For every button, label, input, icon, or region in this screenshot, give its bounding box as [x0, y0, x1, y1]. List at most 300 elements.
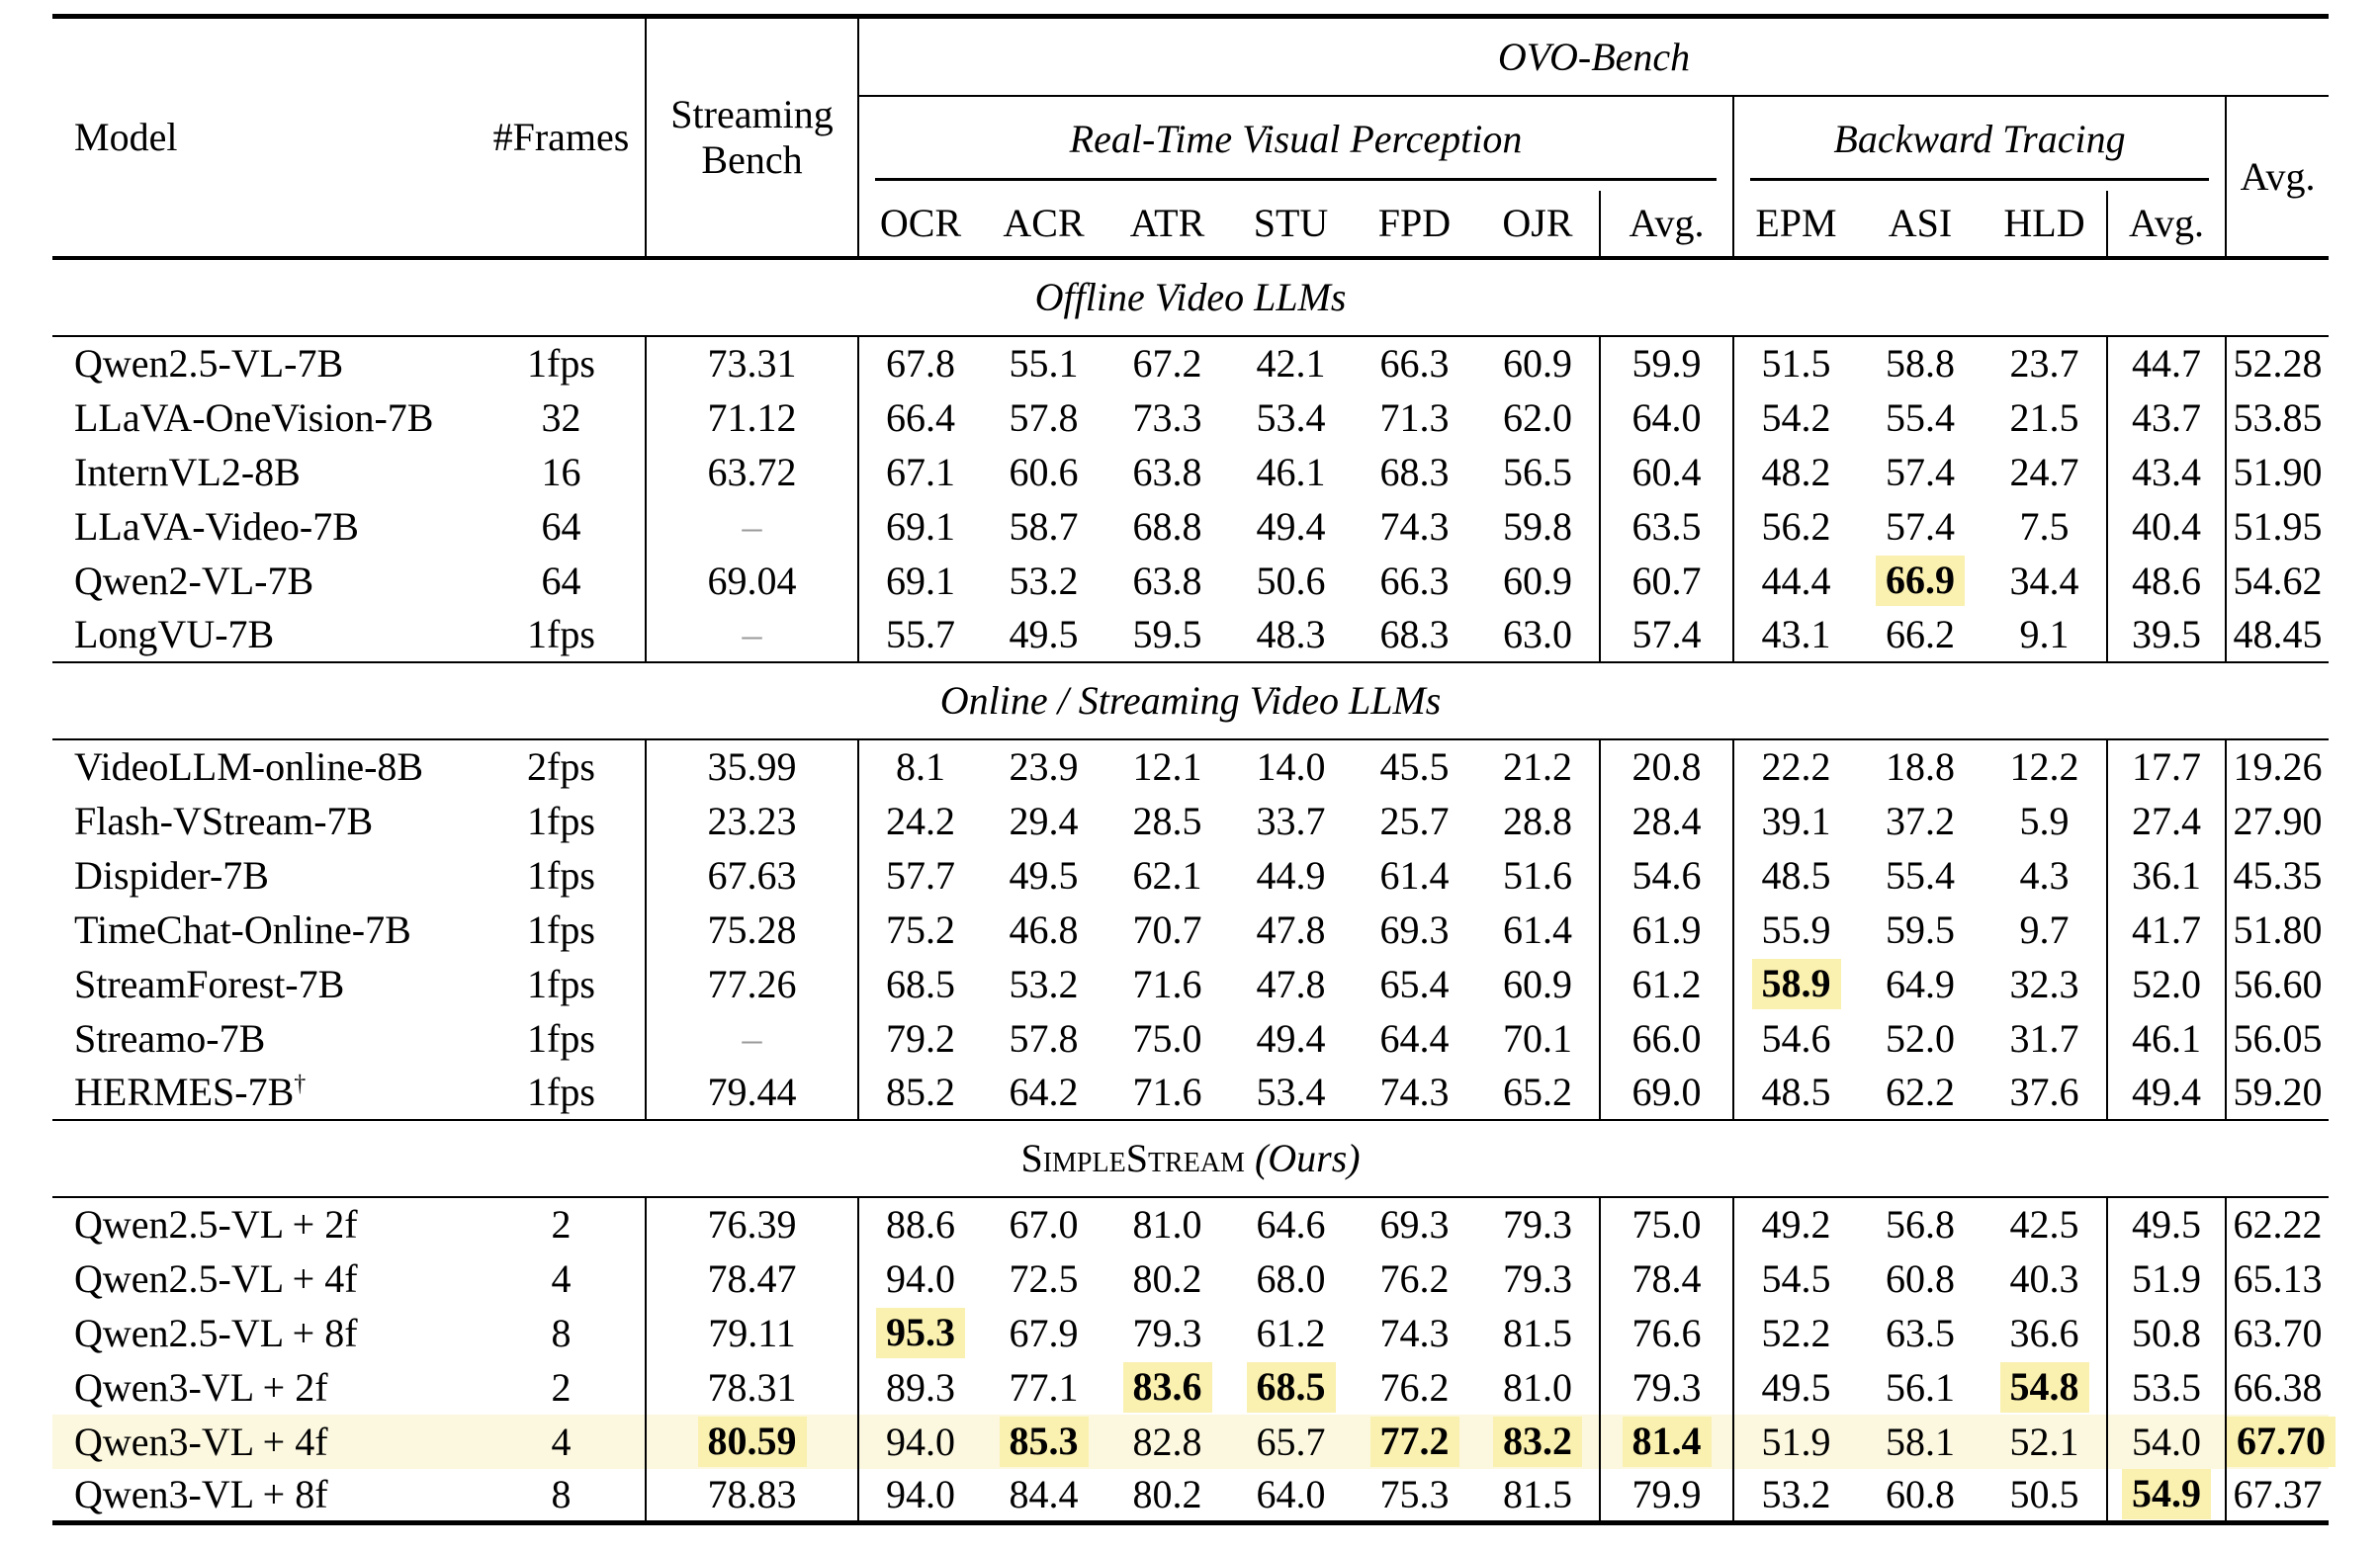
table-row: [52, 1306, 2329, 1360]
model-name: Flash-VStream-7B: [74, 798, 374, 843]
fpd-cell: 66.3: [1379, 558, 1450, 603]
acr-cell: 53.2: [1009, 558, 1079, 603]
highlighted-value: 54.9: [2122, 1469, 2211, 1519]
section-1: [52, 662, 2329, 1120]
rtvp-avg-cell: 20.8: [1600, 739, 1733, 794]
asi-cell: 60.8: [1886, 1472, 1955, 1517]
bt-avg-cell: 40.4: [2107, 499, 2226, 554]
model-name: InternVL2-8B: [74, 449, 301, 494]
bt-avg-cell: 52.0: [2107, 957, 2226, 1011]
atr-cell: 68.8: [1132, 503, 1202, 549]
ovo-bench-label: OVO-Bench: [1497, 34, 1691, 79]
stu-cell: 33.7: [1256, 798, 1326, 843]
model-name: LongVU-7B: [74, 612, 275, 656]
frames-cell: 1fps: [527, 612, 595, 656]
section-title-row: [52, 1120, 2329, 1197]
rtvp-avg-cell: 61.9: [1600, 903, 1733, 957]
bt-avg-cell: 43.4: [2107, 445, 2226, 499]
rtvp-avg-cell: 60.7: [1600, 554, 1733, 608]
frames-cell: 2: [551, 1202, 572, 1247]
frames-cell: 16: [541, 449, 581, 494]
dagger-mark: †: [294, 1071, 307, 1097]
overall-avg-cell: 65.13: [2233, 1255, 2323, 1301]
table-row: [52, 1469, 2329, 1523]
col-header-hld: HLD: [2003, 201, 2085, 245]
frames-cell: 1fps: [527, 341, 595, 386]
section-title: [52, 258, 2329, 336]
rtvp-avg-cell: 78.4: [1600, 1251, 1733, 1306]
overall-avg-cell: 67.37: [2233, 1472, 2323, 1517]
highlighted-value: 68.5: [1247, 1362, 1336, 1413]
table-row: [52, 390, 2329, 445]
table-row: [52, 739, 2329, 794]
frames-cell: 4: [478, 1415, 646, 1469]
table-row: [52, 903, 2329, 957]
ocr-cell: 67.8: [886, 341, 955, 386]
overall-avg-cell: 56.60: [2233, 961, 2323, 1006]
asi-cell: 57.4: [1886, 449, 1955, 494]
stu-cell: 47.8: [1256, 906, 1326, 952]
epm-cell: 54.6: [1761, 1015, 1831, 1061]
rtvp-avg-cell: 66.0: [1600, 1011, 1733, 1066]
hld-cell: [1983, 1360, 2107, 1415]
streaming-bench-line2: Bench: [701, 136, 803, 182]
rtvp-avg-cell: 60.4: [1600, 445, 1733, 499]
asi-cell: 55.4: [1886, 852, 1955, 898]
real-time-label: Real-Time Visual Perception: [1069, 117, 1523, 161]
frames-cell: 1fps: [527, 1015, 595, 1061]
table-header: [52, 17, 2329, 258]
ojr-cell: 70.1: [1503, 1015, 1572, 1061]
col-header-bt-avg: Avg.: [2107, 191, 2226, 258]
ocr-cell: 94.0: [858, 1415, 982, 1469]
header-row-groups: [52, 17, 2329, 96]
table-row: [52, 1360, 2329, 1415]
hld-cell: 36.6: [2009, 1310, 2079, 1355]
frames-cell: 4: [551, 1255, 572, 1301]
hld-cell: 9.1: [2019, 612, 2070, 656]
atr-cell: 67.2: [1132, 341, 1202, 386]
epm-cell: 43.1: [1761, 612, 1831, 656]
frames-cell: 1fps: [527, 906, 595, 952]
fpd-cell: 74.3: [1379, 1310, 1450, 1355]
overall-avg-cell: 63.70: [2233, 1310, 2323, 1355]
section-title-text: (Ours): [1244, 1136, 1361, 1180]
hld-cell: 42.5: [2009, 1202, 2079, 1247]
streaming-bench-cell: 35.99: [646, 739, 858, 794]
asi-cell: 52.0: [1886, 1015, 1955, 1061]
acr-cell: 67.9: [1009, 1310, 1079, 1355]
frames-cell: 32: [541, 394, 581, 440]
acr-cell: 49.5: [1009, 612, 1079, 656]
stu-cell: 14.0: [1256, 744, 1326, 789]
epm-cell: 48.5: [1761, 1070, 1831, 1114]
atr-cell: 12.1: [1132, 744, 1202, 789]
hld-cell: 40.3: [2009, 1255, 2079, 1301]
col-header-asi: ASI: [1888, 201, 1953, 245]
streaming-bench-cell: 73.31: [646, 336, 858, 390]
table-row: [52, 1197, 2329, 1251]
col-header-acr: ACR: [1003, 201, 1085, 245]
rtvp-avg-cell: 69.0: [1600, 1066, 1733, 1120]
streaming-bench-cell: [646, 608, 858, 662]
ocr-cell: 94.0: [886, 1255, 955, 1301]
stu-cell: 46.1: [1256, 449, 1326, 494]
streaming-bench-cell: 69.04: [646, 554, 858, 608]
overall-avg-cell: 51.95: [2233, 503, 2323, 549]
epm-cell: 48.2: [1761, 449, 1831, 494]
epm-cell: 56.2: [1761, 503, 1831, 549]
bt-avg-cell: 48.6: [2107, 554, 2226, 608]
streaming-bench-cell: 77.26: [646, 957, 858, 1011]
streaming-bench-cell: 76.39: [646, 1197, 858, 1251]
streaming-bench-cell: [646, 499, 858, 554]
bt-avg-cell: 53.5: [2107, 1360, 2226, 1415]
fpd-cell: 69.3: [1379, 1202, 1450, 1247]
asi-cell: 60.8: [1886, 1255, 1955, 1301]
acr-cell: 57.8: [1009, 394, 1079, 440]
acr-cell: 49.5: [1009, 852, 1079, 898]
epm-cell: 51.5: [1761, 341, 1831, 386]
missing-value-dash: –: [742, 503, 762, 549]
hld-cell: 37.6: [2009, 1070, 2079, 1114]
fpd-cell: 69.3: [1379, 906, 1450, 952]
hld-cell: 7.5: [2019, 503, 2070, 549]
stu-cell: 42.1: [1256, 341, 1326, 386]
epm-cell: 49.2: [1761, 1202, 1831, 1247]
ocr-cell: 94.0: [886, 1472, 955, 1517]
col-header-epm: EPM: [1755, 201, 1837, 245]
hld-cell: 21.5: [2009, 394, 2079, 440]
ojr-cell: 61.4: [1503, 906, 1572, 952]
fpd-cell: 76.2: [1379, 1255, 1450, 1301]
epm-cell: 51.9: [1733, 1415, 1858, 1469]
stu-cell: 65.7: [1229, 1415, 1353, 1469]
col-group-ovo-bench: [858, 17, 2329, 96]
col-header-overall-avg: Avg.: [2226, 96, 2329, 258]
bt-avg-cell: [2107, 1469, 2226, 1523]
epm-cell: 48.5: [1761, 852, 1831, 898]
atr-cell: 79.3: [1132, 1310, 1202, 1355]
frames-cell: 2: [551, 1364, 572, 1410]
col-header-atr: ATR: [1129, 201, 1205, 245]
asi-cell: 56.8: [1886, 1202, 1955, 1247]
section-2: [52, 1120, 2329, 1523]
ocr-cell: 85.2: [886, 1070, 955, 1114]
bt-avg-cell: 39.5: [2107, 608, 2226, 662]
frames-cell: 64: [541, 503, 581, 549]
epm-cell: 44.4: [1761, 558, 1831, 603]
section-0: [52, 258, 2329, 662]
stu-cell: 47.8: [1256, 961, 1326, 1006]
bt-avg-cell: 17.7: [2107, 739, 2226, 794]
stu-cell: 64.6: [1256, 1202, 1326, 1247]
fpd-cell: [1353, 1415, 1476, 1469]
benchmark-results-table: [52, 14, 2329, 1525]
asi-cell: 62.2: [1886, 1070, 1955, 1114]
model-name: LLaVA-OneVision-7B: [74, 394, 434, 440]
table-row: [52, 608, 2329, 662]
bt-avg-cell: 43.7: [2107, 390, 2226, 445]
asi-cell: 58.8: [1886, 341, 1955, 386]
stu-cell: 48.3: [1256, 612, 1326, 656]
asi-cell: 55.4: [1886, 394, 1955, 440]
ojr-cell: 79.3: [1503, 1202, 1572, 1247]
atr-cell: 62.1: [1132, 852, 1202, 898]
table-row: [52, 1011, 2329, 1066]
ojr-cell: 81.5: [1503, 1310, 1572, 1355]
stu-cell: 68.0: [1256, 1255, 1326, 1301]
col-header-ocr: OCR: [879, 201, 962, 245]
fpd-cell: 75.3: [1379, 1472, 1450, 1517]
table-row: [52, 1415, 2329, 1469]
hld-cell: 5.9: [2019, 798, 2070, 843]
col-header-model: Model: [74, 115, 178, 160]
rtvp-avg-cell: 61.2: [1600, 957, 1733, 1011]
overall-avg-cell: 59.20: [2233, 1070, 2323, 1114]
bt-avg-cell: 50.8: [2107, 1306, 2226, 1360]
rtvp-avg-cell: 76.6: [1600, 1306, 1733, 1360]
atr-cell: 70.7: [1132, 906, 1202, 952]
col-header-streaming-bench: [646, 17, 858, 258]
hld-cell: 52.1: [1983, 1415, 2107, 1469]
streaming-bench-cell: 78.83: [646, 1469, 858, 1523]
highlighted-value: 54.8: [2000, 1362, 2089, 1413]
fpd-cell: 66.3: [1379, 341, 1450, 386]
model-name: HERMES-7B†: [74, 1070, 307, 1114]
asi-cell: 66.2: [1886, 612, 1955, 656]
section-title-text: Online / Streaming Video LLMs: [939, 678, 1442, 723]
frames-cell: 1fps: [527, 1070, 595, 1114]
ocr-cell: 68.5: [886, 961, 955, 1006]
asi-cell: 57.4: [1886, 503, 1955, 549]
ojr-cell: 56.5: [1503, 449, 1572, 494]
atr-cell: 80.2: [1132, 1472, 1202, 1517]
overall-avg-cell: [2226, 1415, 2329, 1469]
streaming-bench-line1: Streaming: [670, 91, 834, 136]
bt-avg-cell: 41.7: [2107, 903, 2226, 957]
highlighted-value: 83.2: [1493, 1417, 1582, 1467]
fpd-cell: 68.3: [1379, 612, 1450, 656]
overall-avg-cell: 53.85: [2233, 394, 2323, 440]
atr-cell: 59.5: [1132, 612, 1202, 656]
streaming-bench-cell: 78.47: [646, 1251, 858, 1306]
highlighted-value: 85.3: [1000, 1417, 1089, 1467]
atr-cell: 71.6: [1132, 1070, 1202, 1114]
table-row: [52, 499, 2329, 554]
fpd-cell: 74.3: [1379, 503, 1450, 549]
overall-avg-cell: 19.26: [2233, 744, 2323, 789]
ocr-cell: 69.1: [886, 558, 955, 603]
model-name: Qwen2.5-VL + 2f: [74, 1202, 358, 1247]
fpd-cell: 64.4: [1379, 1015, 1450, 1061]
section-title: [52, 1120, 2329, 1197]
acr-cell: 29.4: [1009, 798, 1079, 843]
table-row: [52, 848, 2329, 903]
ojr-cell: 21.2: [1503, 744, 1572, 789]
missing-value-dash: –: [742, 612, 762, 656]
model-name: Qwen3-VL + 2f: [74, 1364, 328, 1410]
frames-cell: 64: [541, 558, 581, 603]
stu-cell: 44.9: [1256, 852, 1326, 898]
model-name: VideoLLM-online-8B: [74, 744, 424, 789]
epm-cell: 55.9: [1761, 906, 1831, 952]
ojr-cell: 28.8: [1503, 798, 1572, 843]
fpd-cell: 74.3: [1379, 1070, 1450, 1114]
asi-cell: 18.8: [1886, 744, 1955, 789]
streaming-bench-cell: 79.44: [646, 1066, 858, 1120]
highlighted-value: 81.4: [1623, 1417, 1712, 1467]
acr-cell: 55.1: [1009, 341, 1079, 386]
acr-cell: 77.1: [1009, 1364, 1079, 1410]
table-row: [52, 445, 2329, 499]
acr-cell: 64.2: [1009, 1070, 1079, 1114]
frames-cell: 8: [551, 1472, 572, 1517]
hld-cell: 31.7: [2009, 1015, 2079, 1061]
highlighted-value: 67.70: [2227, 1417, 2336, 1467]
stu-cell: 53.4: [1256, 1070, 1326, 1114]
bt-avg-cell: 54.0: [2107, 1415, 2226, 1469]
rtvp-avg-cell: 79.3: [1600, 1360, 1733, 1415]
ojr-cell: 81.0: [1503, 1364, 1572, 1410]
stu-cell: 53.4: [1256, 394, 1326, 440]
ocr-cell: 79.2: [886, 1015, 955, 1061]
atr-cell: 63.8: [1132, 558, 1202, 603]
asi-cell: 37.2: [1886, 798, 1955, 843]
epm-cell: 53.2: [1761, 1472, 1831, 1517]
col-header-stu: STU: [1253, 201, 1329, 245]
highlighted-value: 83.6: [1123, 1362, 1212, 1413]
asi-cell: 59.5: [1886, 906, 1955, 952]
streaming-bench-cell: 75.28: [646, 903, 858, 957]
ocr-cell: [858, 1306, 982, 1360]
epm-cell: 49.5: [1761, 1364, 1831, 1410]
rtvp-avg-cell: 75.0: [1600, 1197, 1733, 1251]
epm-cell: 22.2: [1761, 744, 1831, 789]
ocr-cell: 66.4: [886, 394, 955, 440]
acr-cell: 58.7: [1009, 503, 1079, 549]
overall-avg-cell: 54.62: [2233, 558, 2323, 603]
overall-avg-cell: 45.35: [2233, 852, 2323, 898]
hld-cell: 12.2: [2009, 744, 2079, 789]
acr-cell: 67.0: [1009, 1202, 1079, 1247]
atr-cell: 80.2: [1132, 1255, 1202, 1301]
atr-cell: 28.5: [1132, 798, 1202, 843]
atr-cell: 75.0: [1132, 1015, 1202, 1061]
ocr-cell: 69.1: [886, 503, 955, 549]
hld-cell: 4.3: [2019, 852, 2070, 898]
col-header-ojr: OJR: [1502, 201, 1573, 245]
model-name: Qwen3-VL + 8f: [74, 1472, 328, 1517]
epm-cell: [1733, 957, 1858, 1011]
ocr-cell: 88.6: [886, 1202, 955, 1247]
rtvp-avg-cell: 54.6: [1600, 848, 1733, 903]
table-row: [52, 1251, 2329, 1306]
hld-cell: 50.5: [2009, 1472, 2079, 1517]
streaming-bench-cell: 63.72: [646, 445, 858, 499]
rtvp-avg-cell: [1600, 1415, 1733, 1469]
overall-avg-cell: 27.90: [2233, 798, 2323, 843]
overall-avg-cell: 62.22: [2233, 1202, 2323, 1247]
table-row: [52, 794, 2329, 848]
col-header-rtvp-avg: Avg.: [1600, 191, 1733, 258]
frames-cell: 1fps: [527, 852, 595, 898]
bt-avg-cell: 46.1: [2107, 1011, 2226, 1066]
hld-cell: 32.3: [2009, 961, 2079, 1006]
ojr-cell: 79.3: [1503, 1255, 1572, 1301]
hld-cell: 23.7: [2009, 341, 2079, 386]
ocr-cell: 24.2: [886, 798, 955, 843]
streaming-bench-cell: [646, 1415, 858, 1469]
ocr-cell: 89.3: [886, 1364, 955, 1410]
section-title: [52, 662, 2329, 739]
model-name: Qwen2-VL-7B: [74, 558, 314, 603]
atr-cell: 71.6: [1132, 961, 1202, 1006]
ojr-cell: 63.0: [1503, 612, 1572, 656]
model-name: Dispider-7B: [74, 852, 269, 898]
acr-cell: 84.4: [1009, 1472, 1079, 1517]
acr-cell: 23.9: [1009, 744, 1079, 789]
fpd-cell: 71.3: [1379, 394, 1450, 440]
overall-avg-cell: 48.45: [2233, 612, 2323, 656]
ojr-cell: 60.9: [1503, 961, 1572, 1006]
frames-cell: 8: [551, 1310, 572, 1355]
table-row: [52, 957, 2329, 1011]
overall-avg-cell: 56.05: [2233, 1015, 2323, 1061]
acr-cell: 53.2: [1009, 961, 1079, 1006]
frames-cell: 1fps: [527, 961, 595, 1006]
overall-avg-cell: 51.90: [2233, 449, 2323, 494]
asi-cell: 56.1: [1886, 1364, 1955, 1410]
acr-cell: [982, 1415, 1105, 1469]
atr-cell: 82.8: [1105, 1415, 1229, 1469]
streaming-bench-cell: 23.23: [646, 794, 858, 848]
hld-cell: 24.7: [2009, 449, 2079, 494]
asi-cell: 64.9: [1886, 961, 1955, 1006]
rtvp-avg-cell: 28.4: [1600, 794, 1733, 848]
stu-cell: 61.2: [1256, 1310, 1326, 1355]
fpd-cell: 76.2: [1379, 1364, 1450, 1410]
stu-cell: 64.0: [1256, 1472, 1326, 1517]
ocr-cell: 57.7: [886, 852, 955, 898]
ojr-cell: 60.9: [1503, 341, 1572, 386]
stu-cell: 49.4: [1256, 1015, 1326, 1061]
frames-cell: 2fps: [527, 744, 595, 789]
ocr-cell: 75.2: [886, 906, 955, 952]
model-name: StreamForest-7B: [74, 961, 345, 1006]
missing-value-dash: –: [742, 1015, 762, 1061]
acr-cell: 60.6: [1009, 449, 1079, 494]
stu-cell: 49.4: [1256, 503, 1326, 549]
ocr-cell: 8.1: [896, 744, 945, 789]
model-name: Qwen2.5-VL-7B: [74, 341, 344, 386]
model-name: Streamo-7B: [74, 1015, 266, 1061]
col-header-frames: #Frames: [492, 114, 630, 159]
epm-cell: 52.2: [1761, 1310, 1831, 1355]
ocr-cell: 67.1: [886, 449, 955, 494]
model-name: LLaVA-Video-7B: [74, 503, 359, 549]
model-name: TimeChat-Online-7B: [74, 906, 411, 952]
highlighted-value: 77.2: [1370, 1417, 1459, 1467]
stu-cell: 50.6: [1256, 558, 1326, 603]
epm-cell: 54.5: [1761, 1255, 1831, 1301]
highlighted-value: 66.9: [1876, 556, 1965, 606]
rtvp-avg-cell: 79.9: [1600, 1469, 1733, 1523]
rtvp-avg-cell: 57.4: [1600, 608, 1733, 662]
model-name: Qwen2.5-VL + 4f: [74, 1255, 358, 1301]
rtvp-avg-cell: 59.9: [1600, 336, 1733, 390]
ojr-cell: 62.0: [1503, 394, 1572, 440]
